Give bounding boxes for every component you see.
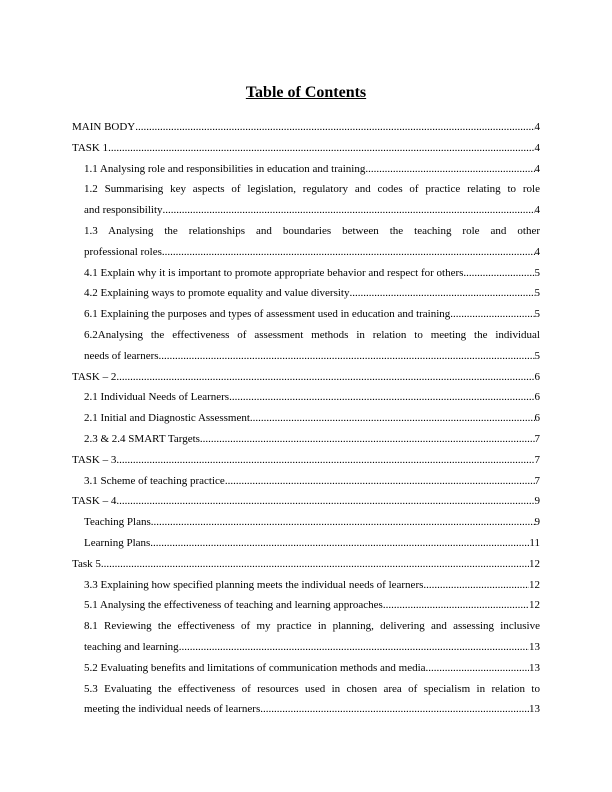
toc-entry-5-3[interactable] xyxy=(84,679,540,721)
toc-entry-text: 2.1 Initial and Diagnostic Assessment xyxy=(84,412,250,425)
toc-entry-text-line1: 1.2 Summarising key aspects of legislation, regulatory and codes of practice relating to role xyxy=(84,183,540,196)
toc-leader-dots xyxy=(116,367,534,388)
toc-entry-6-2[interactable] xyxy=(84,325,540,367)
toc-leader-dots xyxy=(229,387,534,408)
toc-page-number: 4 xyxy=(534,245,540,258)
toc-entry-main-body[interactable] xyxy=(72,117,540,138)
toc-page-number: 5 xyxy=(534,349,540,362)
toc-entry-1-3[interactable] xyxy=(84,221,540,263)
toc-page-number: 12 xyxy=(529,557,540,570)
toc-leader-dots xyxy=(159,346,535,367)
toc-leader-dots xyxy=(426,658,529,679)
toc-entry-2-1-initial-assessment[interactable] xyxy=(84,408,540,429)
toc-entry-text-line1: 6.2Analysing the effectiveness of assessment methods in relation to meeting the individual xyxy=(84,328,540,341)
toc-leader-dots xyxy=(200,429,535,450)
toc-leader-dots xyxy=(162,242,535,263)
toc-entry-text: TASK 1 xyxy=(72,141,109,154)
toc-leader-dots xyxy=(450,304,534,325)
toc-entry-text-line2: professional roles xyxy=(84,245,162,258)
toc-entry-3-1[interactable] xyxy=(84,471,540,492)
toc-page-number: 5 xyxy=(534,266,540,279)
toc-entry-text: 1.1 Analysing role and responsibilities in education and training xyxy=(84,162,366,175)
page-title: Table of Contents xyxy=(245,84,367,101)
toc-leader-dots xyxy=(365,159,534,180)
toc-entry-5-2[interactable] xyxy=(84,658,540,679)
toc-leader-dots xyxy=(225,471,535,492)
toc-entry-task-5[interactable] xyxy=(72,554,540,575)
toc-entry-text: 3.1 Scheme of teaching practice xyxy=(84,474,225,487)
toc-entry-text: 3.3 Explaining how specified planning meets the individual needs of learners xyxy=(84,578,424,591)
toc-page-number: 5 xyxy=(534,308,540,321)
toc-leader-dots xyxy=(179,637,529,658)
toc-entry-2-3-smart-targets[interactable] xyxy=(84,429,540,450)
toc-page-number: 11 xyxy=(529,536,540,549)
toc-page-number: 13 xyxy=(529,640,540,653)
toc-page-number: 12 xyxy=(529,599,540,612)
toc-entry-8-1[interactable] xyxy=(84,616,540,658)
toc-entry-text-line2: meeting the individual needs of learners xyxy=(84,703,261,716)
toc-entry-2-1-individual-needs[interactable] xyxy=(84,387,540,408)
toc-entry-text: 2.3 & 2.4 SMART Targets xyxy=(84,432,200,445)
toc-page-number: 4 xyxy=(534,204,540,217)
toc-entry-text: 4.2 Explaining ways to promote equality and value diversity xyxy=(84,287,350,300)
toc-entry-4-1[interactable] xyxy=(84,263,540,284)
toc-leader-dots xyxy=(250,408,535,429)
toc-entry-text-line1: 5.3 Evaluating the effectiveness of resources used in chosen area of specialism in relation to xyxy=(84,682,540,695)
toc-page-number: 9 xyxy=(534,516,540,529)
toc-entry-5-1[interactable] xyxy=(84,595,540,616)
toc-leader-dots xyxy=(135,117,534,138)
toc-page-number: 13 xyxy=(529,661,540,674)
toc-entry-3-3[interactable] xyxy=(84,575,540,596)
toc-page-number: 6 xyxy=(534,391,540,404)
toc-entry-text: TASK – 4 xyxy=(72,495,117,508)
toc-entry-text: MAIN BODY xyxy=(72,121,136,133)
toc-entry-text: 4.1 Explain why it is important to promote appropriate behavior and respect for others xyxy=(84,266,464,279)
toc-page-number: 7 xyxy=(534,432,540,445)
toc-page-number: 5 xyxy=(534,287,540,300)
toc-entry-4-2[interactable] xyxy=(84,283,540,304)
toc-page-number: 7 xyxy=(534,474,540,487)
toc-page-number: 4 xyxy=(534,162,540,175)
toc-entry-text-line1: 8.1 Reviewing the effectiveness of my practice in planning, delivering and assessing inclusive xyxy=(84,620,540,633)
toc-leader-dots xyxy=(151,512,535,533)
toc-page-number: 12 xyxy=(529,578,540,591)
toc-entry-text: Task 5 xyxy=(72,557,101,570)
toc-page-number: 6 xyxy=(534,370,540,383)
toc-leader-dots xyxy=(101,554,529,575)
toc-entry-1-2[interactable] xyxy=(84,179,540,221)
toc-page-number: 7 xyxy=(534,453,540,466)
toc-entry-task-1[interactable] xyxy=(72,138,540,159)
toc-leader-dots xyxy=(260,699,529,720)
toc-entry-task-2[interactable] xyxy=(72,367,540,388)
toc-leader-dots xyxy=(163,200,535,221)
toc-entry-6-1[interactable] xyxy=(84,304,540,325)
toc-entry-learning-plans[interactable] xyxy=(84,533,540,554)
toc-entry-text-line2: needs of learners xyxy=(84,349,159,362)
toc-page-number: 4 xyxy=(534,141,540,154)
toc-page-number: 4 xyxy=(534,121,540,133)
toc-entry-text-line2: and responsibility xyxy=(84,204,163,217)
toc-leader-dots xyxy=(423,575,529,596)
toc-entry-teaching-plans[interactable] xyxy=(84,512,540,533)
toc-page-number: 6 xyxy=(534,412,540,425)
toc-leader-dots xyxy=(150,533,529,554)
toc-entry-text: TASK – 3 xyxy=(72,453,117,466)
toc-entry-text: 5.1 Analysing the effectiveness of teaching and learning approaches xyxy=(84,599,383,612)
toc-leader-dots xyxy=(383,595,529,616)
toc-entry-task-4[interactable] xyxy=(72,491,540,512)
toc-leader-dots xyxy=(349,283,534,304)
toc-entry-1-1[interactable] xyxy=(84,159,540,180)
toc-entry-text: TASK – 2 xyxy=(72,370,117,383)
toc-entry-text-line2: teaching and learning xyxy=(84,640,179,653)
toc-entry-text: Teaching Plans xyxy=(84,516,151,529)
toc-leader-dots xyxy=(463,263,534,284)
toc-entry-text: 6.1 Explaining the purposes and types of assessment used in education and training xyxy=(84,308,451,321)
toc-leader-dots xyxy=(108,138,534,159)
toc-leader-dots xyxy=(116,491,534,512)
toc-entry-text-line1: 1.3 Analysing the relationships and boundaries between the teaching role and other xyxy=(84,224,540,237)
toc-page-number: 9 xyxy=(534,495,540,508)
toc-entry-text: 2.1 Individual Needs of Learners xyxy=(84,391,230,404)
toc-entry-task-3[interactable] xyxy=(72,450,540,471)
toc-leader-dots xyxy=(116,450,534,471)
table-of-contents xyxy=(72,117,540,720)
toc-entry-text: Learning Plans xyxy=(84,536,151,549)
toc-entry-text: 5.2 Evaluating benefits and limitations of communication methods and media xyxy=(84,661,426,674)
toc-page-number: 13 xyxy=(529,703,540,716)
